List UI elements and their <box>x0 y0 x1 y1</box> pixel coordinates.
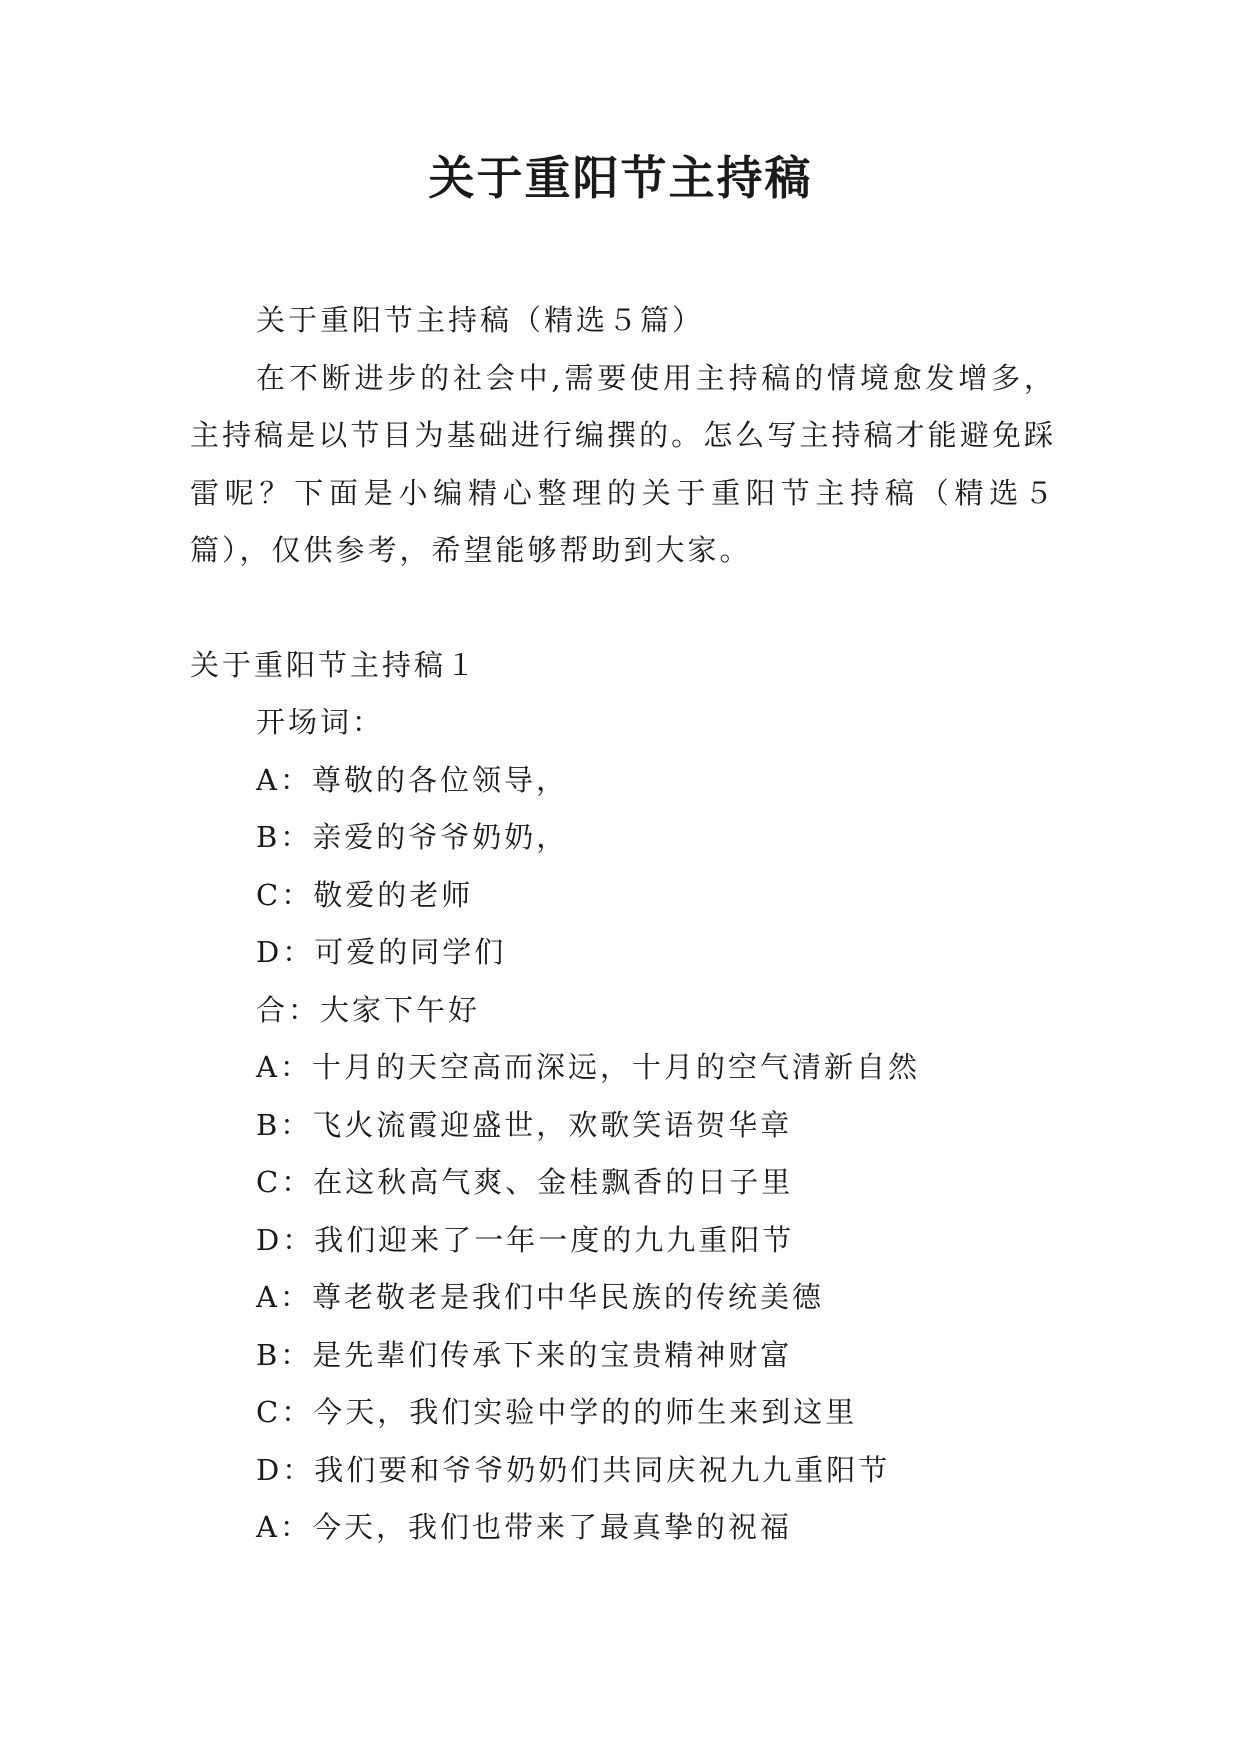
section-heading: 关于重阳节主持稿１ <box>190 647 479 682</box>
dialog-line: A：今天，我们也带来了最真挚的祝福 <box>256 1510 792 1544</box>
opening-label: 开场词： <box>256 705 385 739</box>
dialog-line: C：今天，我们实验中学的的师生来到这里 <box>256 1395 858 1429</box>
dialog-line: D：我们迎来了一年一度的九九重阳节 <box>256 1222 795 1257</box>
document-subtitle: 关于重阳节主持稿（精选５篇） <box>256 303 705 337</box>
dialog-line: D：我们要和爷爷奶奶们共同庆祝九九重阳节 <box>256 1452 891 1487</box>
dialog-line: B：亲爱的爷爷奶奶， <box>256 820 569 854</box>
document-title: 关于重阳节主持稿 <box>428 151 813 205</box>
intro-paragraph: 在不断进步的社会中,需要使用主持稿的情境愈发增多，主持稿是以节目为基础进行编撰的。怎么写主持稿才能避免踩雷呢？下面是小编精心整理的关于重阳节主持稿（精选５篇），仅供参考，希望能够帮助到大家。 <box>190 360 1056 567</box>
dialog-line: D：可爱的同学们 <box>256 935 507 969</box>
dialog-line: 合：大家下午好 <box>256 992 481 1027</box>
dialog-line: A：十月的天空高而深远，十月的空气清新自然 <box>256 1050 920 1084</box>
dialog-line: C：敬爱的老师 <box>256 877 474 912</box>
dialog-line: C：在这秋高气爽、金桂飘香的日子里 <box>256 1165 794 1199</box>
dialog-line: B：是先辈们传承下来的宝贵精神财富 <box>256 1337 793 1372</box>
document-body <box>190 292 1056 1557</box>
dialog-line: A：尊敬的各位领导， <box>256 762 568 797</box>
dialog-line: B：飞火流霞迎盛世，欢歌笑语贺华章 <box>256 1107 793 1142</box>
dialog-line: A：尊老敬老是我们中华民族的传统美德 <box>256 1280 824 1314</box>
